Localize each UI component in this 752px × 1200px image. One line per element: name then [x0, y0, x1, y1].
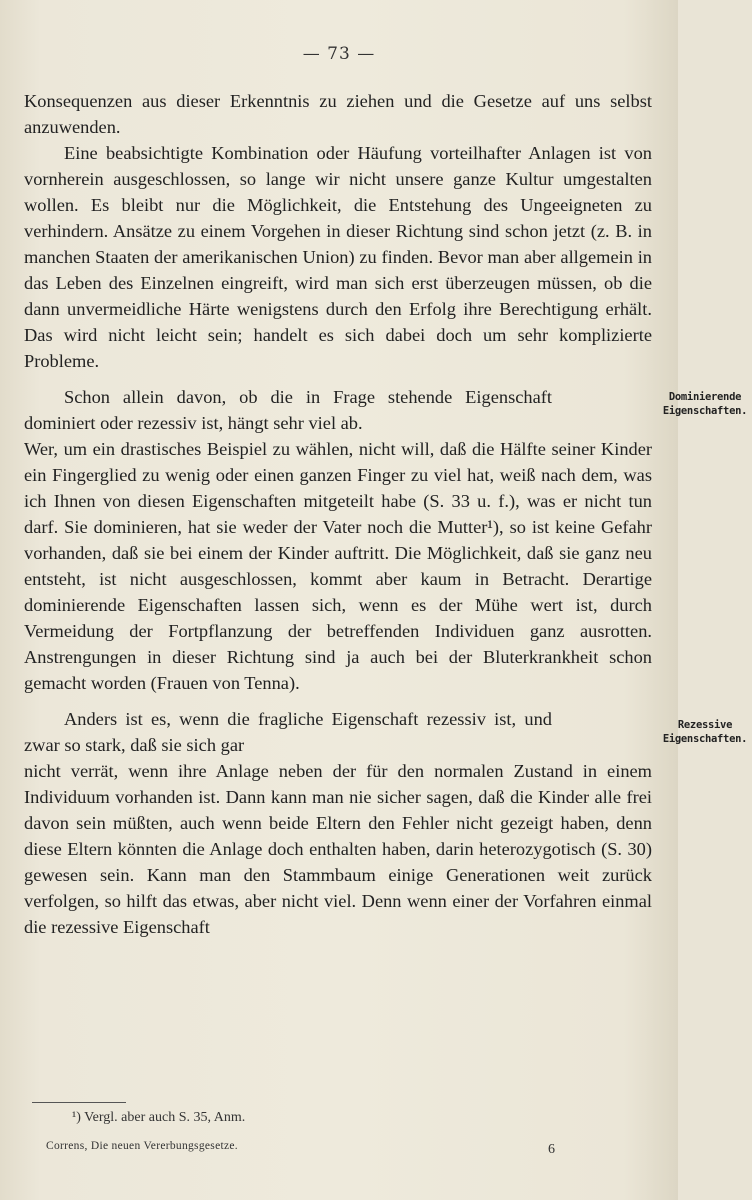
- paragraph-4-block: [24, 706, 748, 758]
- sheet-mark: 6: [548, 1142, 555, 1157]
- margin-note-recessive: Rezessive Eigenschaften.: [662, 719, 748, 745]
- paragraph-3-block: [24, 384, 748, 436]
- paragraph-3-rest: Wer, um ein drastisches Beispiel zu wählen, nicht will, daß die Hälfte seiner Kinder ein Fingerglied zu wenig oder einen ganzen Finger zu viel hat, weiß nach dem, was ich Ihnen von diesen Eigenschaften mitgeteilt habe (S. 33 u. f.), was er nicht tun darf. Sie dominieren, hat sie weder der Vater noch die Mutter¹), so ist keine Gefahr vorhanden, daß sie bei einem der Kinder auftritt. Die Möglichkeit, daß sie ganz neu entsteht, ist nicht ausgeschlossen, kommt aber kaum in Betracht. Derartige dominierende Eigenschaften lassen sich, wenn es der Mühe wert ist, durch Vermeidung der Fortpflanzung der betreffenden Individuen ganz ausrotten. Anstrengungen in dieser Richtung sind ja auch bei der Bluterkrankheit schon gemacht worden (Frauen von Tenna).: [24, 439, 652, 693]
- body-text: [24, 88, 748, 940]
- paragraph-4-rest: nicht verrät, wenn ihre Anlage neben der für den normalen Zustand in einem Individuum vorhanden ist. Dann kann man nie sicher sagen, daß die Kinder alle frei davon sein müßten, auch wenn beide Eltern den Fehler nicht gezeigt haben, denn diese Eltern könnten die Anlage doch enthalten haben, darin heterozygotisch (S. 30) gewesen sein. Kann man den Stammbaum einige Generationen weit zurück verfolgen, so hilft das etwas, aber nicht viel. Denn wenn einer der Vorfahren einmal die rezessive Eigenschaft: [24, 761, 652, 937]
- signature-line: Correns, Die neuen Vererbungsgesetze.: [46, 1140, 238, 1152]
- paragraph-1: Konsequenzen aus dieser Erkenntnis zu ziehen und die Gesetze auf uns selbst anzuwenden.: [24, 91, 652, 137]
- footnote: ¹) Vergl. aber auch S. 35, Anm.: [72, 1110, 246, 1125]
- paragraph-4-lead: Anders ist es, wenn die fragliche Eigenschaft rezessiv ist, und zwar so stark, daß sie sich gar: [24, 709, 552, 755]
- page-number: — 73 —: [302, 44, 376, 64]
- footnote-rule: [32, 1102, 126, 1103]
- margin-note-dominant: Dominierende Eigenschaften.: [662, 391, 748, 417]
- paragraph-2: Eine beabsichtigte Kombination oder Häufung vorteilhafter Anlagen ist von vornherein ausgeschlossen, so lange wir nicht unsere ganze Kultur umgestalten wollen. Es bleibt nur die Möglichkeit, die Entstehung des Ungeeigneten zu verhindern. Ansätze zu einem Vorgehen in dieser Richtung sind schon jetzt (z. B. in manchen Staaten der amerikanischen Union) zu finden. Bevor man aber allgemein in das Leben des Einzelnen eingreift, wird man sich erst überzeugen müssen, ob die dann unvermeidliche Härte wenigstens durch den Erfolg ihre Berechtigung erhält. Das wird nicht leicht sein; handelt es sich dabei doch um sehr komplizierte Probleme.: [24, 143, 652, 371]
- paragraph-3-lead: Schon allein davon, ob die in Frage stehende Eigenschaft dominiert oder rezessiv ist, hängt sehr viel ab.: [24, 387, 552, 433]
